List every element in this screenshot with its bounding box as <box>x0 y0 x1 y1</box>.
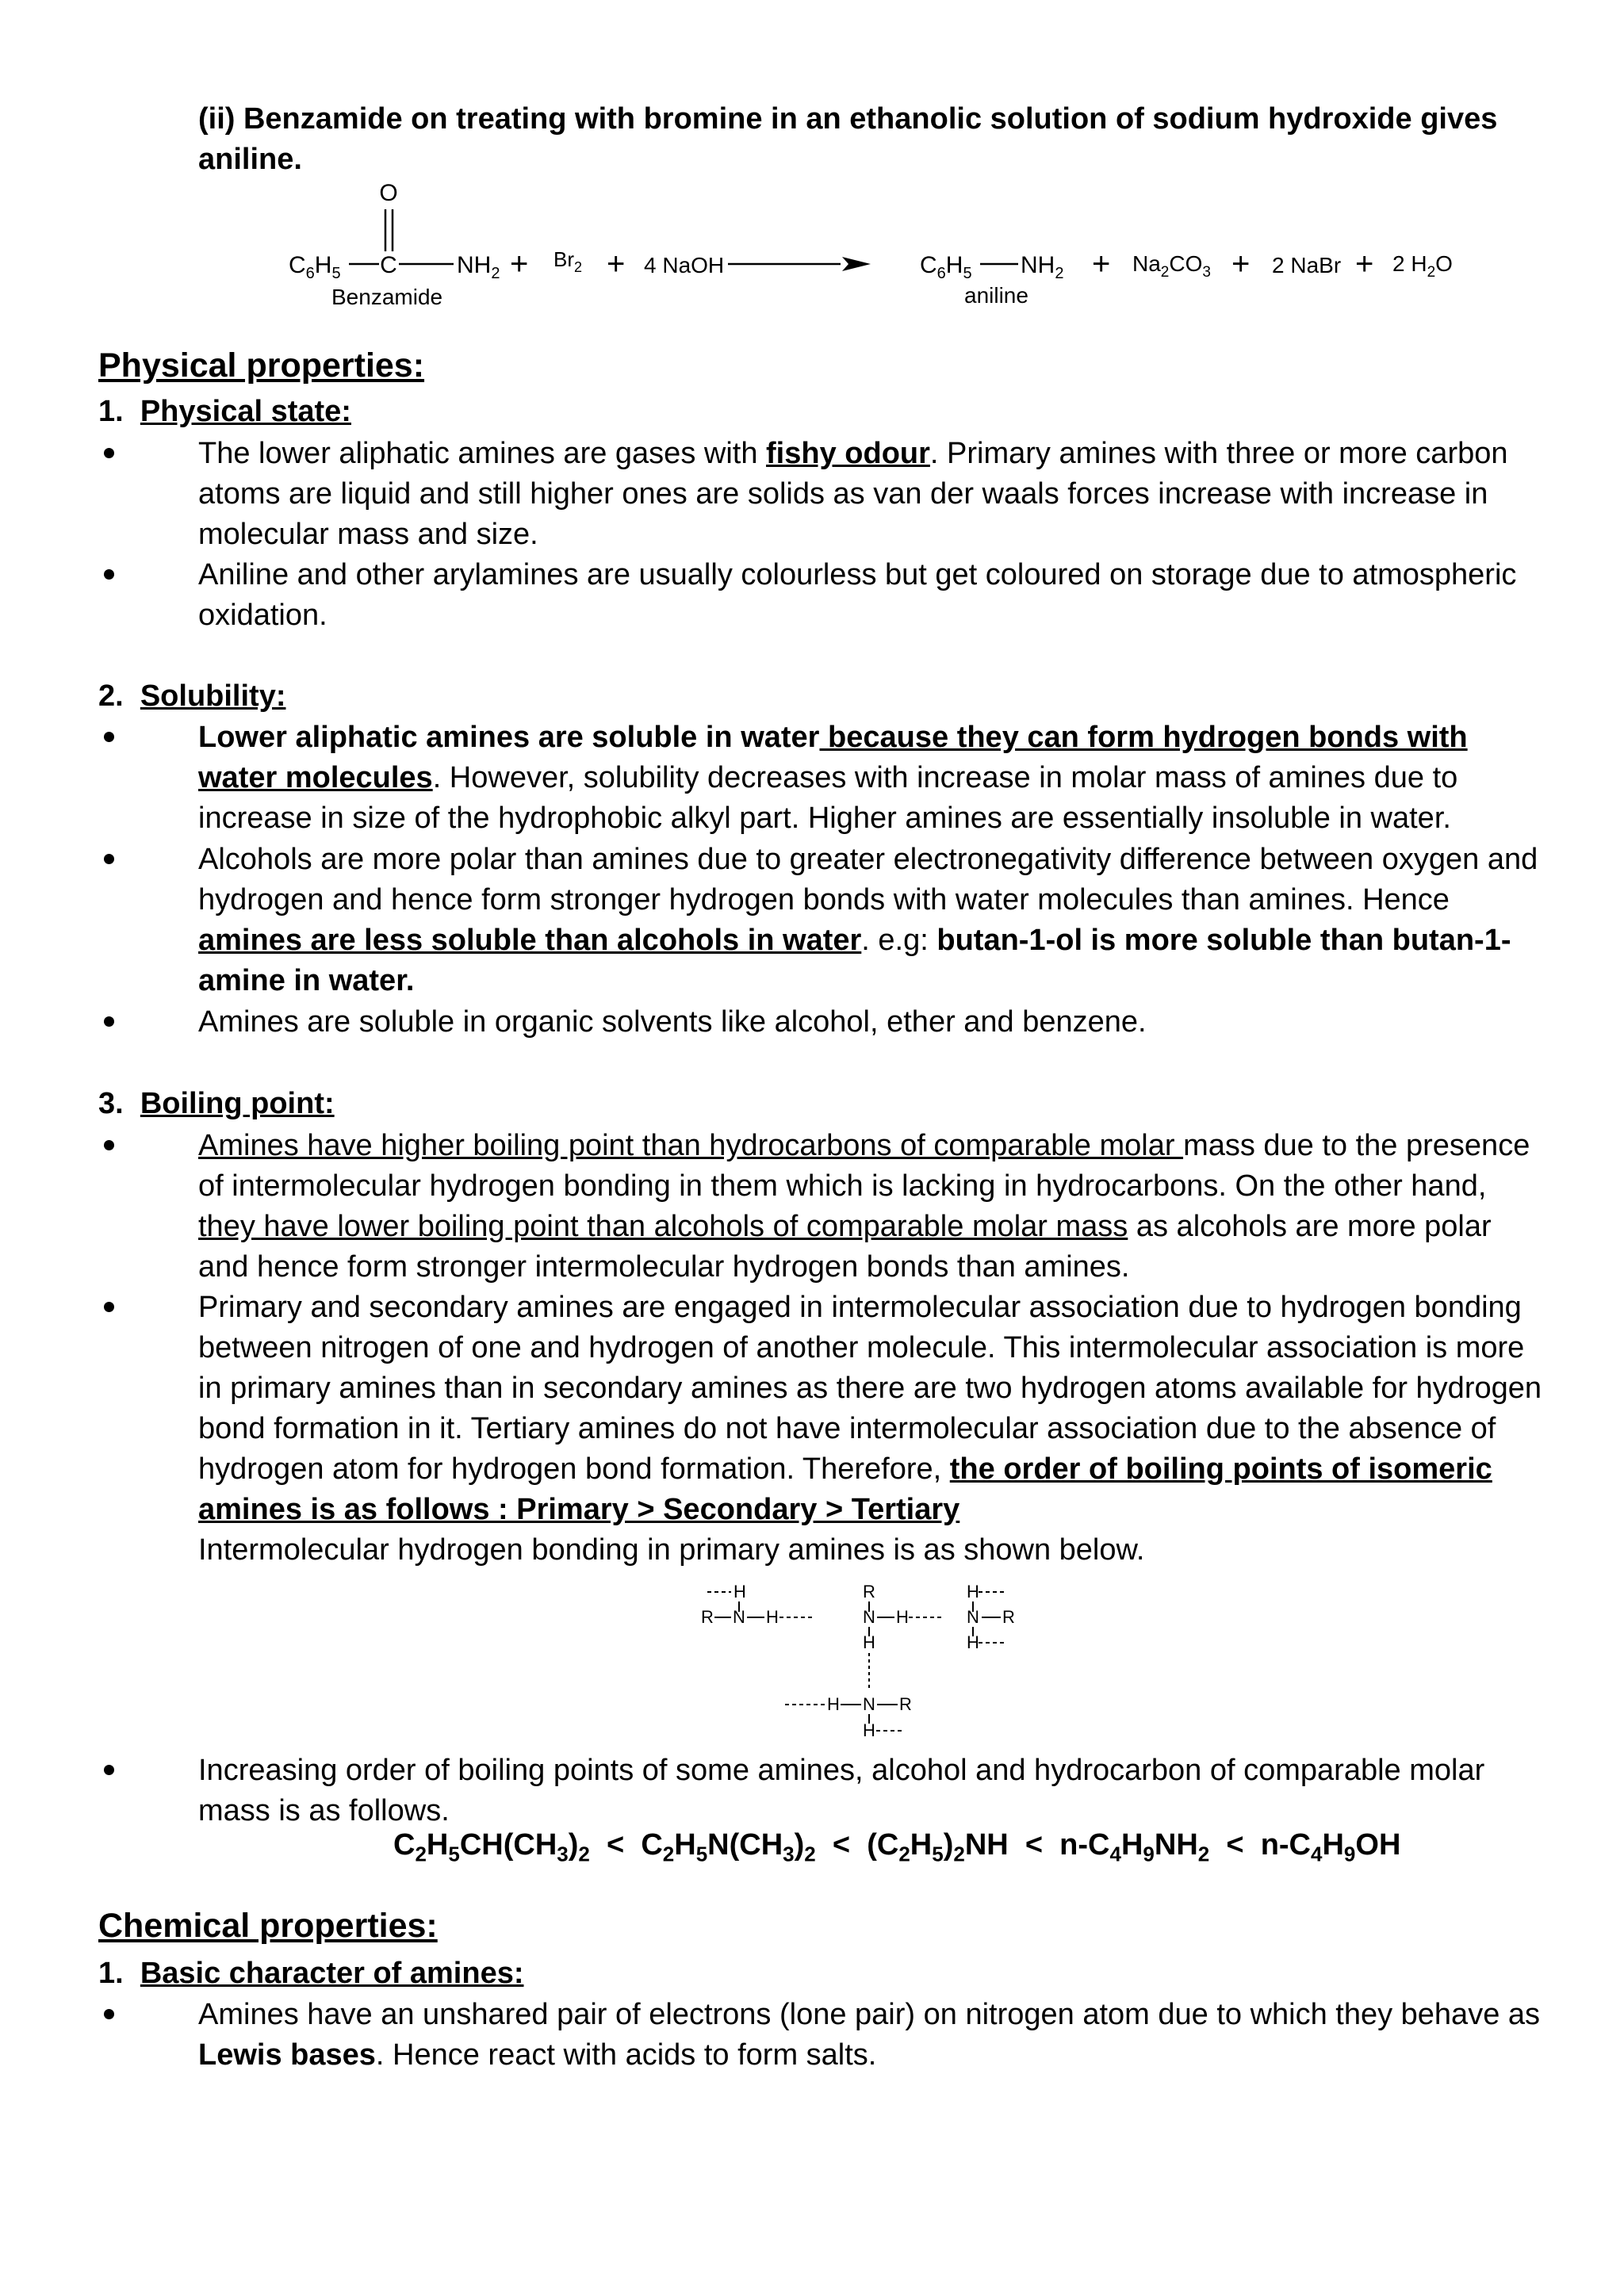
basic-character-bullet-1: Amines have an unshared pair of electrons (lone pair) on nitrogen atom due to which they behave as Lewis bases. Hence react with acids to form salts. <box>198 1998 1541 2072</box>
section-number: 1. <box>98 395 124 428</box>
chemical-properties-heading: Chemical properties: <box>98 1907 438 1945</box>
plus-sign: + <box>1355 247 1374 281</box>
hydrogen-bonding-note: Intermolecular hydrogen bonding in primary amines is as shown below. <box>198 1533 1145 1567</box>
solubility-bullet-1: Lower aliphatic amines are soluble in water because they can form hydrogen bonds with water molecules. However, solubility decreases with increase in molar mass of amines due to increase in size of the hydrophobic alkyl part. Higher amines are essentially insoluble in water. <box>198 721 1468 835</box>
basic-character-title: Basic character of amines: <box>140 1957 524 1990</box>
solubility-bullet-3: Amines are soluble in organic solvents like alcohol, ether and benzene. <box>198 1005 1147 1039</box>
svg-text:N: N <box>863 1694 875 1714</box>
reagent-naoh: 4 NaOH <box>644 253 725 277</box>
svg-text:H: H <box>863 1720 875 1740</box>
product-nh2: $NH_2$ <box>1021 252 1064 282</box>
section-number: 2. <box>98 679 124 713</box>
product-c6h5: $C_6H_5$ <box>920 252 972 282</box>
svg-text:N: N <box>863 1607 875 1627</box>
boiling-point-bullet-3: Increasing order of boiling points of some amines, alcohol and hydrocarbon of comparable molar mass is as follows. <box>198 1754 1485 1827</box>
section-number: 3. <box>98 1087 124 1120</box>
physical-state-bullet-1: The lower aliphatic amines are gases with fishy odour. Primary amines with three or more carbon atoms are liquid and still higher ones are solids as van der waals forces increase with increase in molecular mass and size. <box>198 437 1508 551</box>
plus-sign: + <box>510 247 529 281</box>
bullet-icon <box>98 434 145 473</box>
bullet-icon <box>98 1002 145 1042</box>
bullet-icon <box>98 1288 145 1327</box>
physical-properties-heading: Physical properties: <box>98 346 425 385</box>
basic-character-heading <box>98 1954 524 1994</box>
plus-sign: + <box>607 247 626 281</box>
solubility-bullet-2: Alcohols are more polar than amines due to greater electronegativity difference between oxygen and hydrogen and hence form stronger hydrogen bonds with water molecules than amines. Hence amines are less soluble than alcohols in water. e.g: butan-1-ol is more soluble than butan-1-amine in water. <box>198 843 1538 997</box>
svg-text:H: H <box>967 1632 979 1652</box>
bullet-icon <box>98 1126 145 1165</box>
svg-text:H: H <box>967 1582 979 1601</box>
product-nabr: 2 NaBr <box>1272 253 1342 277</box>
plus-sign: + <box>1231 247 1251 281</box>
plus-sign: + <box>1092 247 1111 281</box>
reactant-nh2: $NH_2$ <box>457 252 500 282</box>
reactant-carbon: C <box>380 252 397 278</box>
bullet-icon <box>98 1995 145 2034</box>
product-na2co3: $Na_2CO_3$ <box>1132 251 1211 281</box>
reaction-arrow-head <box>842 257 871 271</box>
svg-text:R: R <box>899 1694 912 1714</box>
reactant-label: Benzamide <box>331 285 443 309</box>
product-label: aniline <box>964 283 1028 308</box>
svg-text:H: H <box>827 1694 840 1714</box>
solubility-title: Solubility: <box>140 679 286 713</box>
svg-text:N: N <box>967 1607 979 1627</box>
section-number: 1. <box>98 1957 124 1990</box>
hydrogen-bonding-diagram <box>698 1576 1031 1751</box>
physical-state-bullet-2: Aniline and other arylamines are usually colourless but get coloured on storage due to atmospheric oxidation. <box>198 558 1517 632</box>
solubility-heading <box>98 676 285 717</box>
reaction-oxygen: O <box>379 180 398 206</box>
bullet-icon <box>98 555 145 595</box>
intro-text: (ii) Benzamide on treating with bromine in an ethanolic solution of sodium hydroxide gives aniline. <box>198 102 1498 176</box>
reagent-br2: $Br_2$ <box>553 247 583 275</box>
formula-4: $n-C_4H_9NH_2$ <box>1059 1828 1210 1866</box>
physical-state-title: Physical state: <box>140 395 351 428</box>
svg-text:R: R <box>1002 1607 1015 1627</box>
boiling-point-bullet-1: Amines have higher boiling point than hydrocarbons of comparable molar mass due to the presence of intermolecular hydrogen bonding in them which is lacking in hydrocarbons. On the other hand, they have lower boiling point than alcohols of comparable molar mass as alcohols are more polar and hence form stronger intermolecular hydrogen bonds than amines. <box>198 1129 1530 1284</box>
svg-text:H: H <box>766 1607 779 1627</box>
formula-5: $n-C_4H_9OH$ <box>1260 1828 1401 1866</box>
formula-3: $(C_2H_5)_2NH$ <box>867 1828 1009 1866</box>
svg-text:H: H <box>863 1632 875 1652</box>
svg-text:H: H <box>733 1582 746 1601</box>
reactant-c6h5: $C_6H_5$ <box>289 252 341 282</box>
bullet-icon <box>98 840 145 879</box>
svg-text:R: R <box>863 1582 875 1601</box>
svg-text:R: R <box>701 1607 714 1627</box>
boiling-point-bullet-2: Primary and secondary amines are engaged in intermolecular association due to hydrogen bonding between nitrogen of one and hydrogen of another molecule. This intermolecular association is more in primary amines than in secondary amines as there are two hydrogen atoms available for hydrogen bond formation in it. Tertiary amines do not have intermolecular association due to the absence of hydrogen atom for hydrogen bond formation. Therefore, the order of boiling points of isomeric amines is as follows : Primary > Secondary > Tertiary Intermolecular hydrogen bonding in primary amines is as shown below. <box>198 1291 1542 1567</box>
formula-1: $C_2H_5CH(CH_3)_2$ <box>393 1828 590 1866</box>
product-h2o: 2 $H_2O$ <box>1392 251 1453 281</box>
svg-text:N: N <box>733 1607 745 1627</box>
bullet-icon <box>98 1751 145 1790</box>
physical-state-heading <box>98 392 351 432</box>
boiling-point-heading <box>98 1084 335 1124</box>
bullet-icon <box>98 718 145 757</box>
boiling-point-order-formula: $C_2H_5CH(CH_3)_2 < C_2H_5N(CH_3)_2 < (C_2H_5)_2NH < n-C_4H_9NH_2 < n-C_4H_9OH$ <box>393 1828 1401 1866</box>
benzamide-reaction-scheme <box>0 174 1624 333</box>
boiling-point-title: Boiling point: <box>140 1087 335 1120</box>
fishy-odour-emphasis: fishy odour <box>766 437 930 470</box>
svg-text:H: H <box>896 1607 909 1627</box>
formula-2: $C_2H_5N(CH_3)_2$ <box>641 1828 816 1866</box>
